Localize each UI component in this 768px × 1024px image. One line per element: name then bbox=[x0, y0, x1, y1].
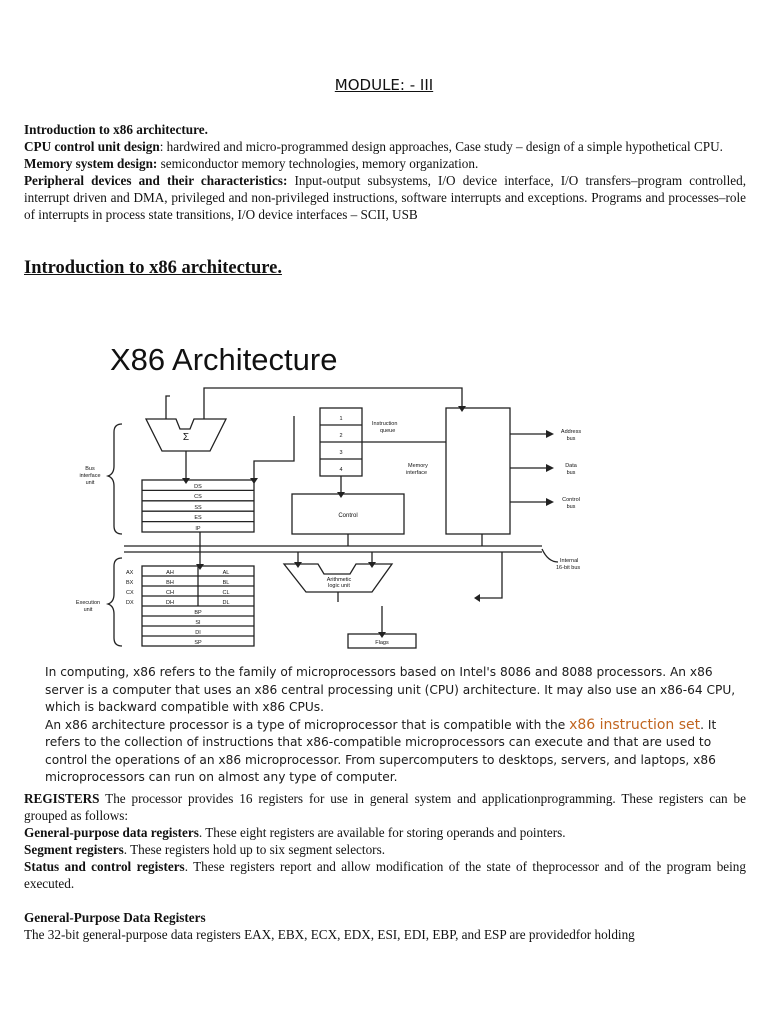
gp-register-high: CH bbox=[166, 590, 174, 596]
gp-register-low: BL bbox=[222, 580, 230, 586]
memory-interface-label: Memory bbox=[408, 463, 428, 469]
data-bus-label: bus bbox=[566, 470, 576, 476]
execution-unit-label: unit bbox=[83, 607, 93, 613]
gp-register-low: DL bbox=[222, 600, 230, 606]
bus-interface-unit-label: Bus bbox=[85, 466, 95, 472]
control-label: Control bbox=[338, 513, 358, 519]
syllabus-line-peripheral: Peripheral devices and their characteristics: Input-output subsystems, I/O device interface, I/O transfers–program controlled, interrupt driven and DMA, privileged and non-privileged instructions, software interrupts and exceptions. Programs and processes–role of interrupts in process state transitions, I/O device interfaces – SCII, USB bbox=[24, 173, 747, 222]
bus-interface-unit-label: unit bbox=[85, 480, 95, 486]
control-bus-label: Control bbox=[562, 497, 580, 503]
gp-data-registers-paragraph: The 32-bit general-purpose data registers EAX, EBX, ECX, EDX, ESI, EDI, EBP, and ESP are providedfor holding bbox=[24, 927, 635, 942]
instruction-queue-label: queue bbox=[380, 428, 396, 434]
intro-paragraph: In computing, x86 refers to the family of microprocessors based on Intel's 8086 and 8088 processors. An x86 server is a computer that uses an x86 central processing unit (CPU) architecture. It may also use an x86-64 CPU, which is backward compatible with x86 CPUs. bbox=[45, 665, 736, 714]
module-title: MODULE: - III bbox=[334, 76, 434, 94]
data-bus-label: Data bbox=[565, 463, 577, 469]
control-bus-label: bus bbox=[566, 504, 576, 510]
address-bus-label: Address bbox=[560, 429, 582, 435]
instruction-queue-label: Instruction bbox=[372, 421, 398, 427]
segment-register: SS bbox=[194, 505, 202, 511]
gp-register-name: DX bbox=[126, 600, 134, 606]
gp-register-low: AL bbox=[222, 570, 230, 576]
segment-register: DS bbox=[194, 484, 202, 490]
gp-register-name: BX bbox=[126, 580, 134, 586]
gp-register-name: CX bbox=[126, 590, 134, 596]
x86-architecture-diagram bbox=[62, 336, 608, 650]
gp-register-high: AH bbox=[166, 570, 174, 576]
gp-register-high: DH bbox=[166, 600, 174, 606]
internal-bus-label: Internal bbox=[560, 558, 579, 564]
syllabus-line-memory: Memory system design: semiconductor memory technologies, memory organization. bbox=[24, 156, 479, 171]
pointer-register: DI bbox=[195, 630, 201, 636]
pointer-register: SI bbox=[195, 620, 201, 626]
pointer-register: SP bbox=[194, 640, 202, 646]
registers-section bbox=[24, 790, 746, 943]
syllabus-line-cpu: CPU control unit design: hardwired and micro-programmed design approaches, Case study – design of a simple hypothetical CPU. bbox=[24, 139, 723, 154]
syllabus-block bbox=[24, 121, 746, 223]
pointer-register: BP bbox=[194, 610, 202, 616]
intro-paragraph: An x86 architecture processor is a type of microprocessor that is compatible with the x86 instruction set. It refers to the collection of instructions that x86-compatible microprocessors can execute and that are used to control the operations of an x86 microprocessor. From supercomputers to desktops, servers, and laptops, x86 microprocessors can run on almost any type of computer. bbox=[45, 716, 717, 784]
section-heading: Introduction to x86 architecture. bbox=[24, 258, 282, 278]
segment-registers-line: Segment registers. These registers hold up to six segment selectors. bbox=[24, 842, 385, 857]
adder-sigma: Σ bbox=[182, 432, 190, 443]
flags-label: Flags bbox=[375, 640, 389, 646]
intro-text bbox=[45, 664, 750, 787]
syllabus-line-intro: Introduction to x86 architecture. bbox=[24, 122, 208, 137]
segment-register: CS bbox=[194, 494, 202, 500]
bus-interface-unit-label: interface bbox=[79, 473, 101, 479]
gp-register-low: CL bbox=[222, 590, 230, 596]
status-registers-line: Status and control registers. These registers report and allow modification of the state of theprocessor and of the program being executed. bbox=[24, 859, 746, 891]
gp-register-name: AX bbox=[126, 570, 134, 576]
x86-instruction-set-link[interactable]: x86 instruction set bbox=[569, 716, 701, 733]
queue-slot: 4 bbox=[339, 467, 343, 473]
execution-unit-label: Execution bbox=[75, 600, 101, 606]
queue-slot: 1 bbox=[339, 416, 343, 422]
queue-slot: 3 bbox=[339, 450, 343, 456]
address-bus-label: bus bbox=[566, 436, 576, 442]
diagram-title: X86 Architecture bbox=[110, 342, 338, 377]
gp-registers-line: General-purpose data registers. These eight registers are available for storing operands and pointers. bbox=[24, 825, 566, 840]
memory-interface-label: interface bbox=[406, 470, 428, 476]
gp-register-high: BH bbox=[166, 580, 174, 586]
gp-data-registers-heading: General-Purpose Data Registers bbox=[24, 910, 206, 925]
segment-register: IP bbox=[195, 526, 201, 532]
queue-slot: 2 bbox=[339, 433, 343, 439]
alu-label: Arithmetic bbox=[326, 577, 352, 583]
registers-paragraph: REGISTERS The processor provides 16 registers for use in general system and applicationprogramming. These registers can be grouped as follows: bbox=[24, 791, 746, 823]
alu-label: logic unit bbox=[328, 583, 350, 589]
segment-register: ES bbox=[194, 515, 202, 521]
internal-bus-label: 16-bit bus bbox=[556, 565, 581, 571]
